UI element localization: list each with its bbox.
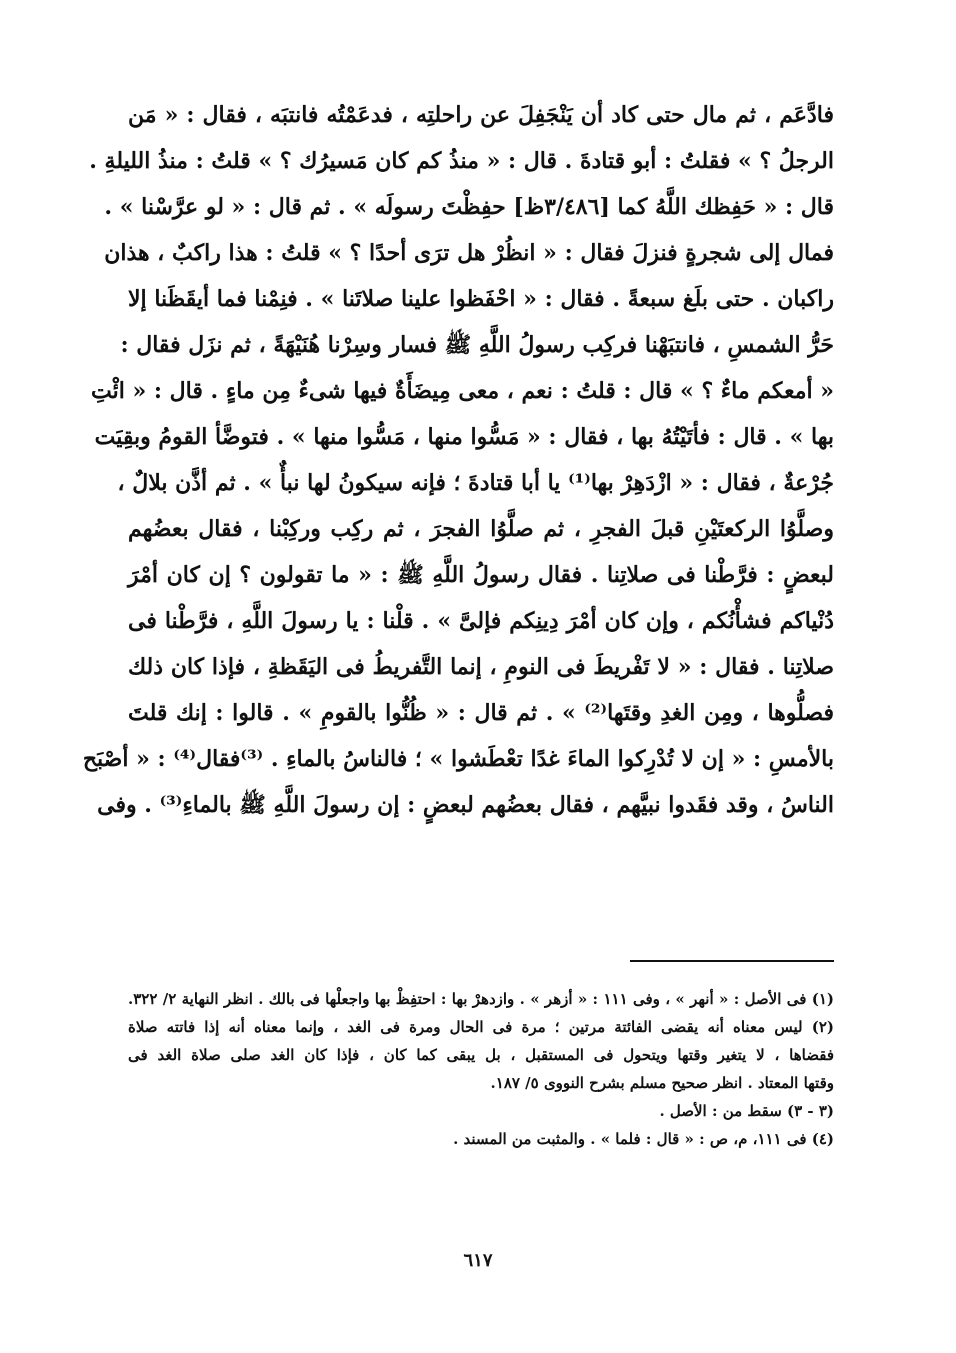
body-line: الرجلُ ؟ » فقلتُ : أبو قتادةَ . قال : « منذُ كم كان مَسيرُك ؟ » قلتُ : منذُ الليلةِ . xyxy=(89,148,834,174)
body-text xyxy=(82,92,834,828)
body-line: دُنْياكم فشأْنُكم ، وإن كان أمْرَ دِينِكم فإلىَّ » . قلْنا : يا رسولَ اللَّهِ ، فرَّطْنا فى xyxy=(128,608,834,634)
page-number: ٦١٧ xyxy=(463,1250,493,1271)
footnote-line: (٤) فى ١١١، م، ص : « قال : فلما » . والمثبت من المسند . xyxy=(453,1130,834,1148)
footnote-line: (٣ - ٣) سقط من : الأصل . xyxy=(659,1102,834,1120)
footnote-line: (١) فى الأصل : « أنهر » ، وفى ١١١ : « أزهر » . وازدهرْ بها : احتفِظْ بها واجعلْها فى بالك . انظر النهاية ٢/ ٣٢٢. xyxy=(128,990,835,1008)
body-line: وصلَّوُا الركعتَيْنِ قبلَ الفجرِ ، ثم صلَّوُا الفجرَ ، ثم ركِب وركِبْنا ، فقال بعضُهم xyxy=(128,516,834,542)
body-line: بها » . قال : فأتَيْتُهُ بها ، فقال : « مَسُّوا منها ، مَسُّوا منها » . فتوضَّأ القومُ وبقِيَت xyxy=(94,424,834,450)
footnote-line: فقضاها ، لا يتغير وقتها ويتحول فى المستقبل ، بل يبقى كما كان ، فإذا كان الغد صلى صلاة الغد فى xyxy=(128,1046,834,1064)
body-line: راكبان . حتى بلَغ سبعةً . فقال : « احْفَظوا علينا صلاتَنا » . فنِمْنا فما أيقَظَنا إلا xyxy=(128,286,834,312)
body-line: فصلُّوها ، ومِن الغدِ وقتَها⁽²⁾ » . ثم قال : « ظُنُّوا بالقومِ » . قالوا : إنك قلتَ xyxy=(128,700,834,726)
footnote-line: (٢) ليس معناه أنه يقضى الفائتة مرتين ؛ مرة فى الحال ومرة فى الغد ، وإنما معناه أنه إذا فاتته صلاة xyxy=(128,1018,834,1036)
footnotes xyxy=(128,985,834,1153)
body-line: قال : « حَفِظك اللَّهُ كما [٣/٤٨٦ظ] حفِظْتَ رسولَه » . ثم قال : « لو عرَّسْنا » . xyxy=(104,194,834,220)
body-line: جُرْعةٌ ، فقال : « ازْدَهِرْ بها⁽¹⁾ يا أبا قتادةَ ؛ فإنه سيكونُ لها نبأٌ » . ثم أذَّن بلالٌ ، xyxy=(117,470,834,496)
footnote-line: وقتها المعتاد . انظر صحيح مسلم بشرح النووى ٥/ ١٨٧. xyxy=(490,1074,834,1092)
body-line: بالأمسِ : « إن لا تُدْرِكوا الماءَ غدًا تعْطَشوا » ؛ فالناسُ بالماءِ . ⁽³⁾فقال⁽⁴⁾ : « أصْبَح xyxy=(82,746,834,772)
body-line: صلاتِنا . فقال : « لا تَفْريطَ فى النومِ ، إنما التَّفريطُ فى اليَقَظةِ ، فإذا كان ذلك xyxy=(128,654,834,680)
body-line: حَرُّ الشمسِ ، فانتبَهْنا فركِب رسولُ اللَّهِ ﷺ فسار وسِرْنا هُنَيْهَةً ، ثم نزَل فقال : xyxy=(120,332,834,358)
body-line: فادَّعَم ، ثم مال حتى كاد أن يَنْجَفِلَ عن راحلتِه ، فدعَمْتُه فانتبَه ، فقال : « مَن xyxy=(128,102,834,128)
body-line: الناسُ ، وقد فقَدوا نبيَّهم ، فقال بعضُهم لبعضٍ : إن رسولَ اللَّهِ ﷺ بالماءِ⁽³⁾ . وفى xyxy=(97,792,834,818)
body-line: فمال إلى شجرةٍ فنزلَ فقال : « انظُرْ هل ترَى أحدًا ؟ » قلتُ : هذا راكبٌ ، هذان xyxy=(104,240,834,266)
footnote-separator xyxy=(630,960,834,962)
body-line: « أمعكم ماءٌ ؟ » قال : قلتُ : نعم ، معى مِيضَأَةٌ فيها شىءٌ مِن ماءٍ . قال : « ائْتِ xyxy=(91,378,834,404)
body-line: لبعضٍ : فرَّطْنا فى صلاتِنا . فقال رسولُ اللَّهِ ﷺ : « ما تقولون ؟ إن كان أمْرَ xyxy=(128,562,834,588)
